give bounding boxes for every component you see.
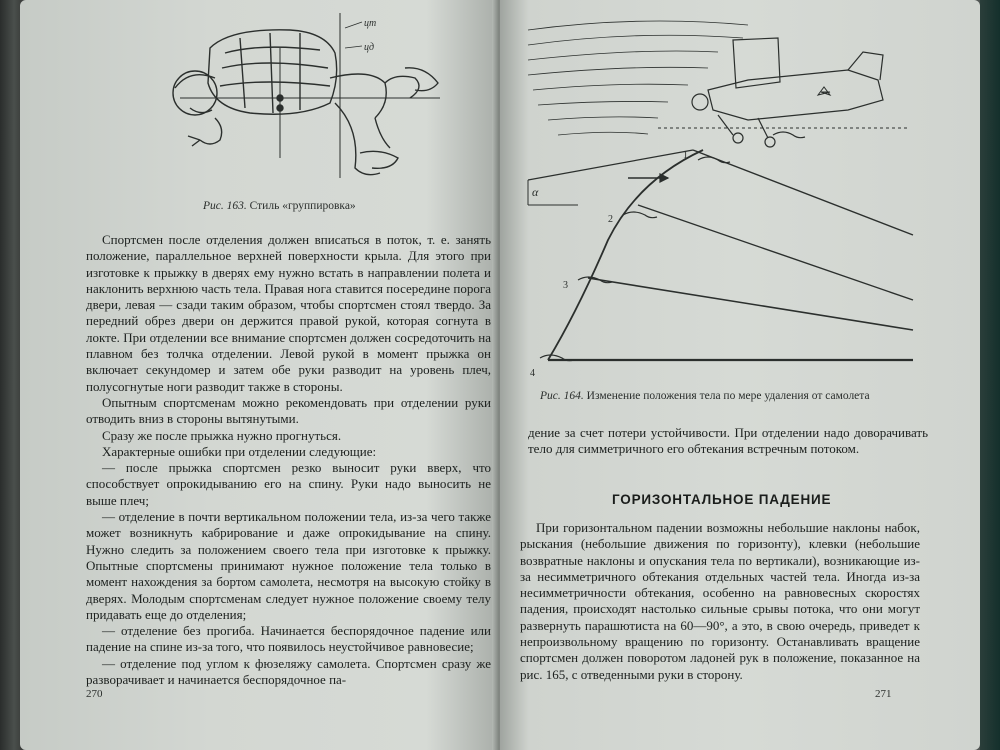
right-page	[500, 0, 980, 750]
paragraph: — отделение в почти вертикальном положении тела, из-за чего также может возникнуть кабрирование и даже опрокидывание на спину. Нужно следить за положением своего тела при изготовке к прыжку. Опытные спортсмены принимают нужное положение тела только в момент нахождения за бортом самолета, несмотря на высокую стойку в дверях. Молодым спортсменам следует нужное положение своему телу придавать еще до отделения;	[86, 509, 491, 622]
paragraph: Спортсмен после отделения должен вписаться в поток, т. е. занять положение, параллельное верхней поверхности крыла. Для этого при изготовке к прыжку в дверях ему нужно встать в направлении полета и наклонить верхнюю часть тела. Правая нога ставится посередине порога двери, левая — сзади таким образом, чтобы спортсмен стоял твердо. За передний обрез двери он держится правой рукой, которая согнута в локте. При отделении все внимание спортсмен должен сосредоточить на плавном без толчка отделении. Левой рукой в момент прыжка он включает секундомер и затем обе руки разводит на уровень плеч, полусогнутые ноги разводит также в стороны.	[86, 232, 491, 394]
figure-163-illustration	[140, 8, 460, 198]
caption-number: Рис. 164.	[540, 390, 584, 402]
right-body-text	[520, 520, 920, 683]
page-number-right: 271	[875, 688, 892, 700]
figure-163-caption	[203, 200, 356, 212]
section-heading: ГОРИЗОНТАЛЬНОЕ ПАДЕНИЕ	[612, 492, 832, 507]
caption-number: Рис. 163.	[203, 200, 247, 212]
paragraph: — отделение без прогиба. Начинается беспорядочное падение или падение на спине из-за того, что появилось неустойчивое равновесие;	[86, 623, 491, 655]
left-page	[20, 0, 498, 750]
page-number-left: 270	[86, 688, 103, 700]
label-alpha: α	[532, 185, 539, 199]
figure-164-caption	[540, 390, 870, 402]
label-cd: цд	[364, 42, 375, 53]
paragraph: дение за счет потери устойчивости. При отделении надо доворачивать тело для симметричного его обтекания встречным потоком.	[528, 425, 928, 457]
label-point-1: 1	[683, 150, 688, 161]
paragraph: — после прыжка спортсмен резко выносит руки вверх, что способствует опрокидыванию его на спину. Руки надо выносить не выше плеч;	[86, 460, 491, 508]
label-point-2: 2	[608, 214, 613, 225]
caption-text: Изменение положения тела по мере удаления от самолета	[586, 390, 870, 402]
paragraph: При горизонтальном падении возможны небольшие наклоны набок, рыскания (небольшие движения по горизонту), клевки (небольшие возвратные наклоны и опускания тела по вертикали), возникающие из-за несимметричного обтекания отдельных частей тела. Иногда из-за несимметричности обтекания, особенно на равновесных скоростях падения, происходят настолько сильные срывы потока, что они могут развернуть парашютиста на 60—90°, а это, в свою очередь, приведет к непроизвольному вращению по горизонту. Останавливать вращение спортсмен должен поворотом ладоней рук в положение, показанное на рис. 165, с отведенными руки в сторону.	[520, 520, 920, 682]
label-point-3: 3	[563, 280, 568, 291]
paragraph: Опытным спортсменам можно рекомендовать при отделении руки отводить вниз в стороны вытянутыми.	[86, 394, 491, 427]
paragraph: Характерные ошибки при отделении следующие:	[102, 443, 377, 459]
figure-164-illustration	[518, 10, 938, 390]
paragraph: Сразу же после прыжка нужно прогнуться.	[102, 427, 342, 443]
table-edge	[980, 0, 1000, 750]
caption-text: Стиль «группировка»	[249, 200, 356, 212]
label-ct: цт	[364, 18, 377, 29]
paragraph: — отделение под углом к фюзеляжу самолета. Спортсмен сразу же разворачивает и начинается беспорядочное па-	[86, 655, 491, 688]
left-body-text	[86, 232, 491, 688]
label-point-4: 4	[530, 368, 535, 379]
right-top-text	[528, 425, 928, 458]
